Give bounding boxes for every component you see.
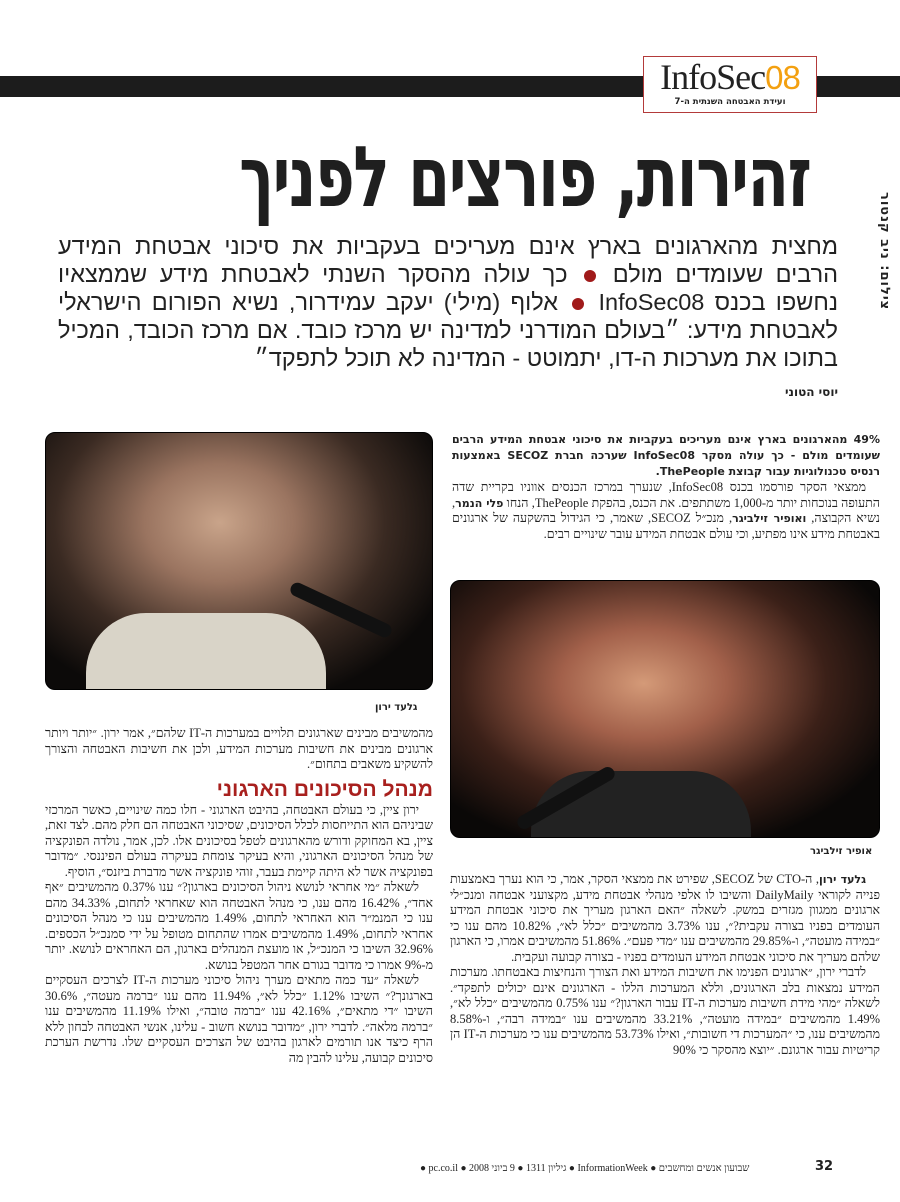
photo-gilad-yaron <box>45 432 433 690</box>
bullet-dot-icon <box>584 270 596 282</box>
logo-subtitle: ועידת האבטחה השנתית ה-7 <box>674 97 786 107</box>
intro-bold: 49% מהארגונים בארץ אינם מעריכים בעקביות את סיכוני אבטחת המידע הרבים שעומדים מולם - כך עולה מסקר InfoSec08 שערכה חברת SECOZ באמצעות רנסיס טכנולוגיות עבור קבוצת ThePeople. <box>452 433 880 478</box>
photo-ofir-zilbiger <box>450 580 880 838</box>
section-subhead: מנהל הסיכונים הארגוני <box>216 777 433 801</box>
footer-text: שבועון אנשים ומחשבים ● InformationWeek ● גיליון 1311 ● 9 ביוני 2008 ● pc.co.il ● <box>420 1163 750 1174</box>
lead-paragraph: מחצית מהארגונים בארץ אינם מעריכים בעקביות את סיכוני אבטחת המידע הרבים שעומדים מולם כך עולה מהסקר השנתי לאבטחת מידע שממצאיו נחשפו בכנס InfoSec08 אלוף (מילי) יעקב עמידרור, נשיא הפורום הישראלי לאבטחת מידע: ״בעולם המודרני למדינה יש מרכז כובד. אם מרכז הכובד, המכיל בתוכו את מערכות ה-דו, יתמוטט - המדינה לא תוכל לתפקד״ <box>58 233 839 371</box>
caption-right-photo: אופיר זילביגר <box>810 846 873 857</box>
page-number: 32 <box>815 1159 834 1174</box>
bullet-dot-icon <box>572 298 584 310</box>
photo-credit: צילום: ניב קנטור <box>877 191 892 310</box>
left-column: מהמשיבים מבינים שארגונים תלויים במערכות ה-IT שלהם״, אמר ירון. ״יותר ויותר ארגונים מבינים את חשיבות מערכות המידע, ולכן את חשיבות האבטחה והצורך להשקיע משאבים בתחום״. מנהל הסיכונים הארגוני ירון ציין, כי בעולם האבטחה, בהיבט הארגוני - חלו כמה שינויים, כאשר המרכזי שביניהם הוא התייחסות לכלל הסיכונים, שסיכוני האבטחה הם חלק מהם. לצד זאת, ציין, בא המחוקק ודורש מהארגונים לטפל בסיכונים אלו. לכן, אמר, נולדה הפונקציה של מנהל הסיכונים הארגוני, והיא בעיקר צומחת בעיקרה בעולם הפיננסי. ״מדובר בפונקציה אשר לא היתה קיימת בעבר, זוהי פונקציה אשר מדברת ביזנס״, הוסיף. לשאלה ״מי אחראי לנושא ניהול הסיכונים בארגון?״ ענו 0.37% מהמשיבים ״אף אחד״, 16.42% מהם ענו, כי מנהל האבטחה הוא שאחראי לתחום, 34.33% מהם ענו כי המנמ״ר הוא האחראי לתחום, 1.49% מהמשיבים ענו כי מנהל הסיכונים אחראי לתחום, 1.49% מהמשיבים אמרו שהתחום מטופל על ידי סמנכ״ל הכספים. 32.96% השיבו כי המנכ״ל, או מועצת המנהלים בארגון, הם האחראים לנושא. יותר מ-9% אמרו כי מדובר בגורם אחר המטפל בנושא. לשאלה ״עד כמה מתאים מערך ניהול סיכוני מערכות ה-IT לצרכים העסקיים בארגונך?״ השיבו 1.12% ״כלל לא״, 11.94% מהם ענו ״ברמה מעטה״, 30.6% השיבו ״די מתאים״, 42.16% ענו ״ברמה טובה״, ואילו 11.19% מהמשיבים ענו ״ברמה מלאה״. לדברי ירון, ״מדובר בנושא חשוב - עלינו, אנשי האבטחה לבחון ללא הרף כיצד אנו תורמים לארגון בהיבט של הצרכים העסקיים שלו. נדרשת הערכת סיכונים קבועה, עלינו להבין מה <box>45 726 433 1065</box>
headline: זהירות, פורצים לפניך <box>238 128 810 226</box>
lead-block <box>58 232 838 400</box>
right-column: גלעד ירון, ה-CTO של SECOZ, שפירט את ממצאי הסקר, אמר, כי הוא נערך באמצעות פנייה לקוראי DailyMaily והשיבו לו אלפי מנהלי אבטחת מידע, מקצועני אבטחה ומנכ״לי ארגונים ממגוון מגזרים במשק. לשאלה ״האם הארגון מעריך את סיכוני אבטחת המידע העומדים בפניו בצורה עקבית?״, ענו 3.73% מהמשיבים ״כלל לא״, 10.82% מהם ענו כי ״במידה מועטה״, ו-29.85% מהמשיבים ענו ״מדי פעם״. 51.86% מהמשיבים אמרו, כי הארגון שלהם מעריך את סיכוני אבטחת המידע העומדים בפניו - בצורה קבועה ועקבית. לדברי ירון, ״ארגונים הפנימו את חשיבות המידע ואת הצורך והנחיצות באבטחתו. מערכות המידע נמצאות בלב הארגונים, וללא המערכות הללו - הארגונים אינם יכולים לתפקד״. לשאלה ״מהי מידת חשיבות מערכות ה-IT עבור הארגון?״ ענו 0.75% מהמשיבים ״כלל לא״, 1.49% מהמשיבים ״במידה מועטה״, 33.21% מהמשיבים ענו ״במידה רבה״, ו-8.58% מהמשיבים ענו, כי ״המערכות די חשובות״, ואילו 53.73% מהמשיבים ענו כי מערכות ה-IT הן קריטיות עבור ארגונם. ״יוצא מהסקר כי 90% <box>450 872 881 1057</box>
author-byline: יוסי הטוני <box>784 385 838 399</box>
intro-paragraph: ממצאי הסקר פורסמו בכנס InfoSec08, שנערך במרכז הכנסים אווניו בקריית שדה התעופה בנוכחות יותר מ-1,000 משתתפים. את הכנס, בהפקת ThePeople, הנחו פלי הנמר, נשיא הקבוצה, ואופיר זילביגר, מנכ״ל SECOZ, שאמר, כי הגידול בהשקעה של ארגונים באבטחת מידע אינו מפתיע, וכי עולם אבטחת המידע עובר שינויים רבים. <box>452 480 880 541</box>
intro-column <box>452 432 880 542</box>
shirt-shape <box>86 613 326 690</box>
caption-left-photo: גלעד ירון <box>375 702 418 713</box>
infosec-logo <box>643 56 817 113</box>
logo-wordmark: InfoSec08 <box>660 57 800 97</box>
